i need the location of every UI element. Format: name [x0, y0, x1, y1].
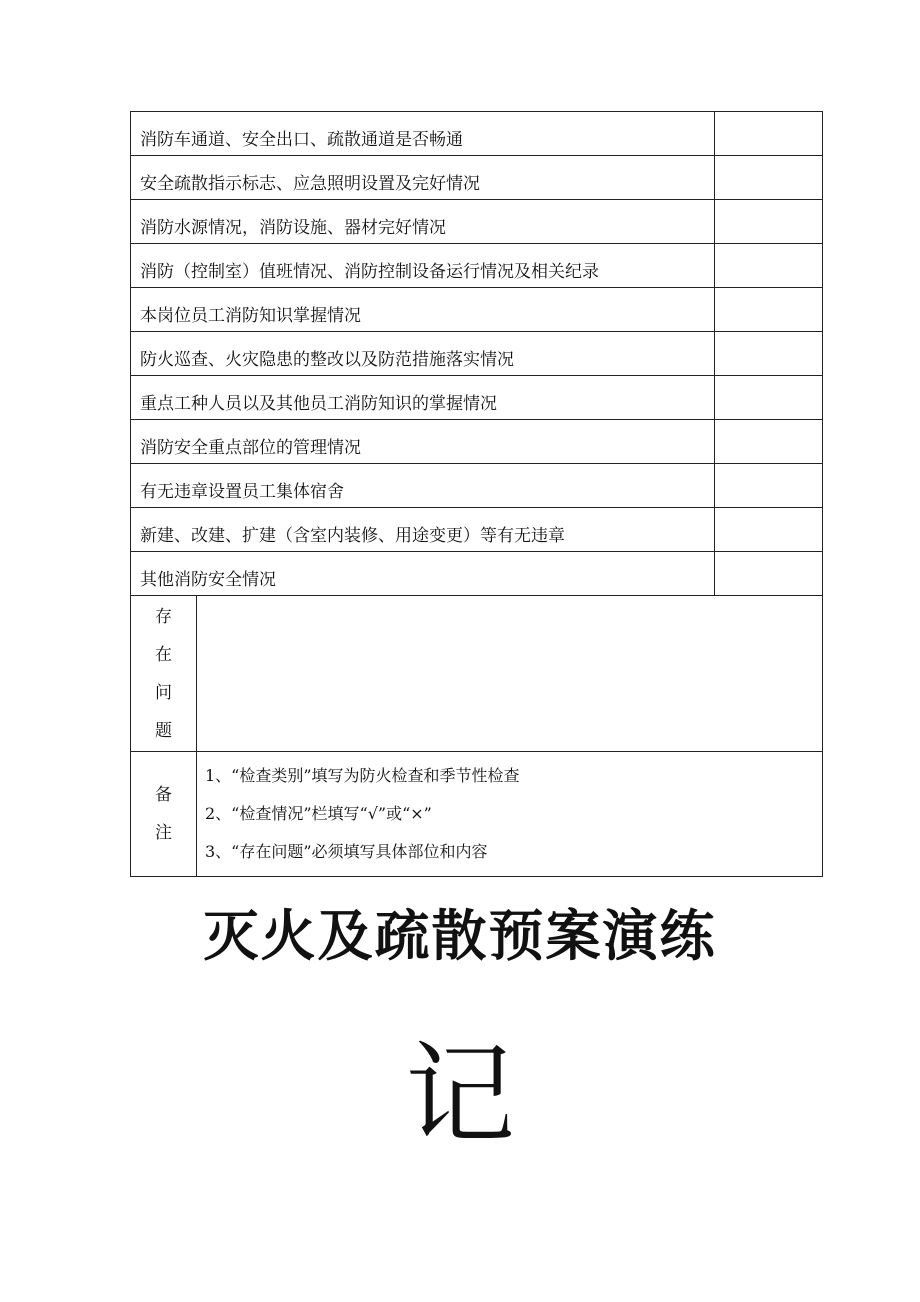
table-row	[131, 420, 823, 464]
notes-row	[131, 752, 823, 877]
check-result-cell[interactable]	[715, 464, 823, 508]
check-item-text: 消防水源情况，消防设施、器材完好情况	[131, 200, 715, 244]
check-result-cell[interactable]	[715, 288, 823, 332]
notes-label	[131, 752, 197, 877]
record-heading-char: 记	[405, 1031, 515, 1159]
section-title: 灭火及疏散预案演练	[203, 903, 717, 968]
table-row	[131, 332, 823, 376]
table-row	[131, 288, 823, 332]
check-result-cell[interactable]	[715, 156, 823, 200]
issues-label-char: 题	[155, 720, 172, 741]
issues-label	[131, 596, 197, 752]
note-line: 1、“检查类别”填写为防火检查和季节性检查	[205, 766, 520, 785]
check-result-cell[interactable]	[715, 332, 823, 376]
check-result-cell[interactable]	[715, 244, 823, 288]
check-result-cell[interactable]	[715, 200, 823, 244]
check-item-text: 消防（控制室）值班情况、消防控制设备运行情况及相关纪录	[131, 244, 715, 288]
check-item-text: 安全疏散指示标志、应急照明设置及完好情况	[131, 156, 715, 200]
check-result-cell[interactable]	[715, 508, 823, 552]
check-item-text: 消防安全重点部位的管理情况	[131, 420, 715, 464]
check-item-text: 有无违章设置员工集体宿舍	[131, 464, 715, 508]
note-line: 3、“存在问题”必须填写具体部位和内容	[205, 842, 488, 861]
check-item-text: 新建、改建、扩建（含室内装修、用途变更）等有无违章	[131, 508, 715, 552]
table-row	[131, 552, 823, 596]
inspection-sheet	[130, 111, 822, 877]
check-item-text: 本岗位员工消防知识掌握情况	[131, 288, 715, 332]
issues-label-char: 存	[155, 606, 172, 627]
check-item-text: 防火巡查、火灾隐患的整改以及防范措施落实情况	[131, 332, 715, 376]
check-result-cell[interactable]	[715, 420, 823, 464]
table-row	[131, 156, 823, 200]
table-row	[131, 464, 823, 508]
checklist-table	[130, 111, 823, 877]
notes-label-char: 备	[155, 785, 172, 805]
table-row	[131, 200, 823, 244]
check-result-cell[interactable]	[715, 112, 823, 156]
issues-field[interactable]	[197, 596, 823, 752]
table-row	[131, 244, 823, 288]
check-item-text: 消防车通道、安全出口、疏散通道是否畅通	[131, 112, 715, 156]
check-item-text: 其他消防安全情况	[131, 552, 715, 596]
notes-label-char: 注	[155, 823, 172, 843]
issues-label-char: 问	[155, 682, 172, 703]
notes-content	[197, 752, 823, 877]
table-row	[131, 508, 823, 552]
table-row	[131, 376, 823, 420]
note-line: 2、“检查情况”栏填写“√”或“×”	[205, 804, 432, 823]
check-result-cell[interactable]	[715, 552, 823, 596]
check-result-cell[interactable]	[715, 376, 823, 420]
table-row	[131, 112, 823, 156]
issues-label-char: 在	[155, 644, 172, 665]
check-item-text: 重点工种人员以及其他员工消防知识的掌握情况	[131, 376, 715, 420]
issues-row	[131, 596, 823, 752]
